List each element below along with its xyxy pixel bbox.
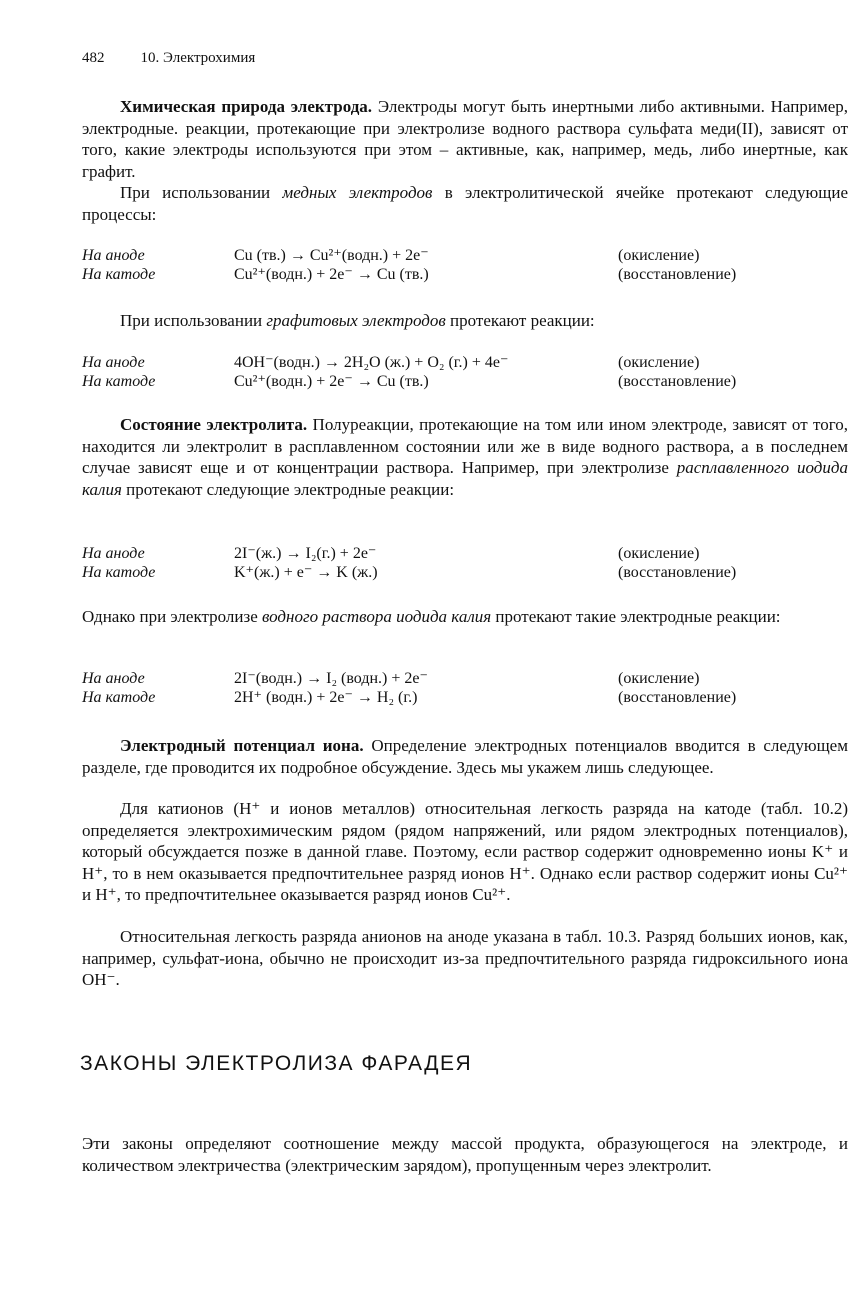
section-title: ЗАКОНЫ ЭЛЕКТРОЛИЗА ФАРАДЕЯ bbox=[80, 1052, 473, 1075]
reaction-row: На катоде Cu²⁺(водн.) + 2e⁻ → Cu (тв.) (восстановление) bbox=[82, 266, 737, 283]
reaction-row: На катоде K⁺(ж.) + e⁻ → K (ж.) (восстановление) bbox=[82, 564, 737, 581]
equation: 2I⁻(водн.) → I₂ (водн.) + 2e⁻ bbox=[234, 670, 428, 687]
paragraph-copper-electrodes: При использовании медных электродов в электролитической ячейке протекают следующие процессы: bbox=[82, 183, 848, 224]
equation: Cu²⁺(водн.) + 2e⁻ → Cu (тв.) bbox=[234, 373, 429, 390]
equation: Cu²⁺(водн.) + 2e⁻ → Cu (тв.) bbox=[234, 266, 429, 283]
reaction-row: На аноде 4OH⁻(водн.) → 2H₂O (ж.) + O₂ (г.) + 4e⁻ (окисление) bbox=[82, 354, 700, 371]
paragraph-anions: Относительная легкость разряда анионов на аноде указана в табл. 10.3. Разряд больших ионов, как, например, сульфат-иона, обычно не происходит из-за предпочтительного разряда гидроксильного иона OH⁻. bbox=[82, 927, 848, 989]
paragraph-aqueous-ki: Однако при электролизе водного раствора иодида калия протекают такие электродные реакции: bbox=[82, 607, 781, 626]
page-header bbox=[82, 50, 255, 67]
paragraph-faraday-laws: Эти законы определяют соотношение между массой продукта, образующегося на электроде, и количеством электричества (электрическим зарядом), пропущенным через электролит. bbox=[82, 1134, 848, 1175]
paragraph-cations: Для катионов (H⁺ и ионов металлов) относительная легкость разряда на катоде (табл. 10.2) определяется электрохимическим рядом (рядом напряжений, или рядом электродных потенциалов), который обсуждается позже в данной главе. Поэтому, если раствор содержит одновременно ионы K⁺ и H⁺, то в нем оказывается предпочтительнее разряд ионов H⁺. Однако если раствор содержит ионы Cu²⁺ и H⁺, то предпочтительнее оказывается разряд ионов Cu²⁺. bbox=[82, 799, 848, 904]
reaction-row: На аноде 2I⁻(водн.) → I₂ (водн.) + 2e⁻ (окисление) bbox=[82, 670, 700, 687]
equation: 2H⁺ (водн.) + 2e⁻ → H₂ (г.) bbox=[234, 689, 418, 706]
paragraph-graphite-electrodes: При использовании графитовых электродов протекают реакции: bbox=[120, 311, 595, 330]
equation: Cu (тв.) → Cu²⁺(водн.) + 2e⁻ bbox=[234, 247, 429, 264]
equation: 2I⁻(ж.) → I₂(г.) + 2e⁻ bbox=[234, 545, 377, 562]
page-number: 482 bbox=[82, 50, 105, 66]
reaction-row: На аноде Cu (тв.) → Cu²⁺(водн.) + 2e⁻ (окисление) bbox=[82, 247, 700, 264]
paragraph-electrode-nature: Химическая природа электрода. Электроды могут быть инертными либо активными. Например, электродные. реакции, протекающие при электролизе водного раствора сульфата меди(II), зависят от того, какие электроды используются при этом – активные, как, например, медь, либо инертные, как графит. bbox=[82, 97, 848, 181]
reaction-row: На катоде 2H⁺ (водн.) + 2e⁻ → H₂ (г.) (восстановление) bbox=[82, 689, 737, 706]
paragraph-electrode-potential: Электродный потенциал иона. Определение электродных потенциалов вводится в следующем разделе, где проводится их подробное обсуждение. Здесь мы укажем лишь следующее. bbox=[82, 736, 848, 777]
paragraph-heading: Химическая природа электрода. bbox=[120, 97, 373, 116]
reaction-row: На катоде Cu²⁺(водн.) + 2e⁻ → Cu (тв.) (восстановление) bbox=[82, 373, 737, 390]
reaction-row: На аноде 2I⁻(ж.) → I₂(г.) + 2e⁻ (окисление) bbox=[82, 545, 700, 562]
chapter-title: 10. Электрохимия bbox=[140, 50, 256, 66]
paragraph-heading: Состояние электролита. bbox=[120, 415, 308, 434]
paragraph-heading: Электродный потенциал иона. bbox=[120, 736, 364, 755]
equation: 4OH⁻(водн.) → 2H₂O (ж.) + O₂ (г.) + 4e⁻ bbox=[234, 354, 509, 371]
equation: K⁺(ж.) + e⁻ → K (ж.) bbox=[234, 564, 378, 581]
paragraph-electrolyte-state: Состояние электролита. Полуреакции, протекающие на том или ином электроде, зависят от того, находится ли электролит в расплавленном состоянии или же в виде водного раствора, а в последнем случае зависят еще и от концентрации раствора. Например, при электролизе расплавленного иодида калия протекают следующие электродные реакции: bbox=[82, 415, 848, 499]
